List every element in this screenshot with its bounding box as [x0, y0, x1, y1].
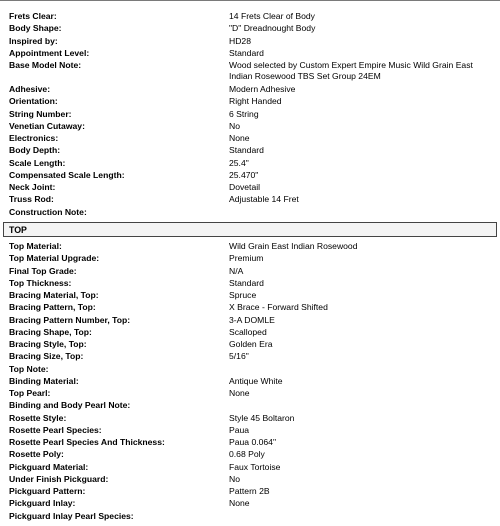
spec-row: [0, 265, 500, 277]
spec-value: Scalloped: [229, 326, 267, 337]
spec-label: Pickguard Pattern:: [9, 486, 86, 496]
spec-label: Frets Clear:: [9, 11, 57, 21]
spec-value: Antique White: [229, 375, 283, 386]
spec-label: Rosette Pearl Species And Thickness:: [9, 437, 165, 447]
spec-row: [0, 206, 500, 218]
spec-row: [0, 108, 500, 120]
spec-row: [0, 169, 500, 181]
spec-value: 6 String: [229, 108, 259, 119]
spec-list-general: [0, 10, 500, 218]
spec-label: Bracing Shape, Top:: [9, 326, 92, 337]
spec-label: Compensated Scale Length:: [9, 169, 125, 180]
spec-value: Premium: [229, 253, 264, 264]
spec-label: Bracing Style, Top:: [9, 339, 87, 349]
spec-label: Bracing Pattern Number, Top:: [9, 314, 131, 325]
spec-label: Binding and Body Pearl Note:: [9, 400, 131, 411]
spec-row: [0, 181, 500, 193]
spec-label: Binding Material:: [9, 375, 79, 386]
spec-label: Body Depth:: [9, 145, 61, 156]
spec-value: "D" Dreadnought Body: [229, 23, 316, 34]
spec-row: [0, 35, 500, 47]
spec-row: [0, 10, 500, 22]
spec-label: Top Note:: [9, 363, 49, 374]
spec-row: [0, 485, 500, 497]
spec-label: Top Material Upgrade:: [9, 253, 100, 264]
spec-label: Orientation:: [9, 96, 58, 107]
spec-label: Pickguard Material:: [9, 461, 89, 472]
spec-label: Truss Rod:: [9, 194, 54, 205]
spec-label: Pickguard Inlay:: [9, 498, 76, 509]
spec-row: [0, 387, 500, 399]
spec-label: String Number:: [9, 108, 72, 119]
spec-row: [0, 338, 500, 350]
spec-row: [0, 47, 500, 59]
spec-row: [0, 157, 500, 169]
spec-row: [0, 424, 500, 436]
spec-value: 25.470": [229, 169, 259, 180]
spec-value: Standard: [229, 277, 264, 288]
spec-row: [0, 132, 500, 144]
section-header-label: TOP: [9, 225, 27, 235]
spec-row: [0, 510, 500, 522]
spec-label: Neck Joint:: [9, 182, 56, 192]
spec-label: Adhesive:: [9, 84, 51, 94]
spec-value: Dovetail: [229, 182, 261, 192]
spec-value: 5/16": [229, 351, 249, 362]
spec-row: [0, 83, 500, 95]
spec-row: [0, 120, 500, 132]
spec-label: Rosette Pearl Species:: [9, 424, 102, 435]
spec-row: [0, 448, 500, 460]
spec-value: No: [229, 120, 240, 131]
spec-row: [0, 350, 500, 362]
spec-label: Base Model Note:: [9, 60, 82, 70]
spec-row: [0, 59, 500, 83]
spec-row: [0, 375, 500, 387]
spec-row: [0, 473, 500, 485]
spec-value: 0.68 Poly: [229, 449, 265, 460]
spec-value: Faux Tortoise: [229, 461, 281, 472]
spec-label: Top Material:: [9, 241, 62, 251]
spec-label: Body Shape:: [9, 23, 62, 34]
spec-row: [0, 326, 500, 338]
spec-value: None: [229, 498, 250, 509]
spec-value: Paua: [229, 424, 250, 435]
spec-label: Electronics:: [9, 133, 59, 143]
spec-value: Golden Era: [229, 339, 273, 349]
spec-row: [0, 436, 500, 448]
spec-value: Modern Adhesive: [229, 84, 296, 94]
spec-label: Rosette Style:: [9, 412, 67, 423]
spec-value: 25.4": [229, 157, 249, 168]
spec-row: [0, 277, 500, 289]
spec-value: None: [229, 133, 250, 143]
spec-value: Wood selected by Custom Expert Empire Music Wild Grain East Indian Rosewood TBS Set Group 24EM: [229, 59, 473, 81]
top-divider: [0, 0, 500, 3]
spec-value: Standard: [229, 145, 264, 156]
spec-row: [0, 301, 500, 313]
spec-row: [0, 363, 500, 375]
spec-row: [0, 240, 500, 252]
spec-value: Style 45 Boltaron: [229, 412, 295, 423]
spec-label: Bracing Size, Top:: [9, 351, 84, 362]
spec-row: [0, 412, 500, 424]
spec-row: [0, 497, 500, 509]
spec-value: Pattern 2B: [229, 486, 270, 496]
spec-label: Top Pearl:: [9, 388, 51, 398]
spec-label: Rosette Poly:: [9, 449, 64, 460]
spec-list-top: [0, 240, 500, 522]
spec-row: [0, 461, 500, 473]
spec-value: Paua 0.064": [229, 437, 277, 447]
spec-label: Inspired by:: [9, 35, 58, 46]
spec-row: [0, 289, 500, 301]
spec-value: Spruce: [229, 290, 257, 300]
spec-value: Wild Grain East Indian Rosewood: [229, 241, 358, 251]
spec-row: [0, 95, 500, 107]
spec-row: [0, 252, 500, 264]
spec-label: Venetian Cutaway:: [9, 120, 85, 131]
spec-row: [0, 22, 500, 34]
spec-row: [0, 144, 500, 156]
spec-row: [0, 193, 500, 205]
spec-value: N/A: [229, 265, 244, 276]
spec-row: [0, 399, 500, 411]
spec-value: 14 Frets Clear of Body: [229, 11, 315, 21]
spec-label: Scale Length:: [9, 157, 66, 168]
spec-value: Adjustable 14 Fret: [229, 194, 299, 205]
spec-label: Construction Note:: [9, 206, 87, 217]
spec-value: No: [229, 473, 240, 484]
spec-label: Bracing Pattern, Top:: [9, 302, 96, 313]
spec-label: Final Top Grade:: [9, 265, 77, 276]
section-header-top: [3, 222, 497, 237]
spec-label: Under Finish Pickguard:: [9, 473, 109, 484]
spec-value: None: [229, 388, 250, 398]
spec-value: X Brace - Forward Shifted: [229, 302, 328, 313]
spec-label: Appointment Level:: [9, 47, 90, 58]
spec-label: Pickguard Inlay Pearl Species:: [9, 510, 134, 521]
spec-value: 3-A DOMLE: [229, 314, 275, 325]
spec-value: Standard: [229, 47, 264, 58]
spec-label: Top Thickness:: [9, 277, 72, 288]
spec-label: Bracing Material, Top:: [9, 290, 99, 300]
spec-value: HD28: [229, 35, 251, 46]
spec-value: Right Handed: [229, 96, 282, 107]
spec-row: [0, 314, 500, 326]
